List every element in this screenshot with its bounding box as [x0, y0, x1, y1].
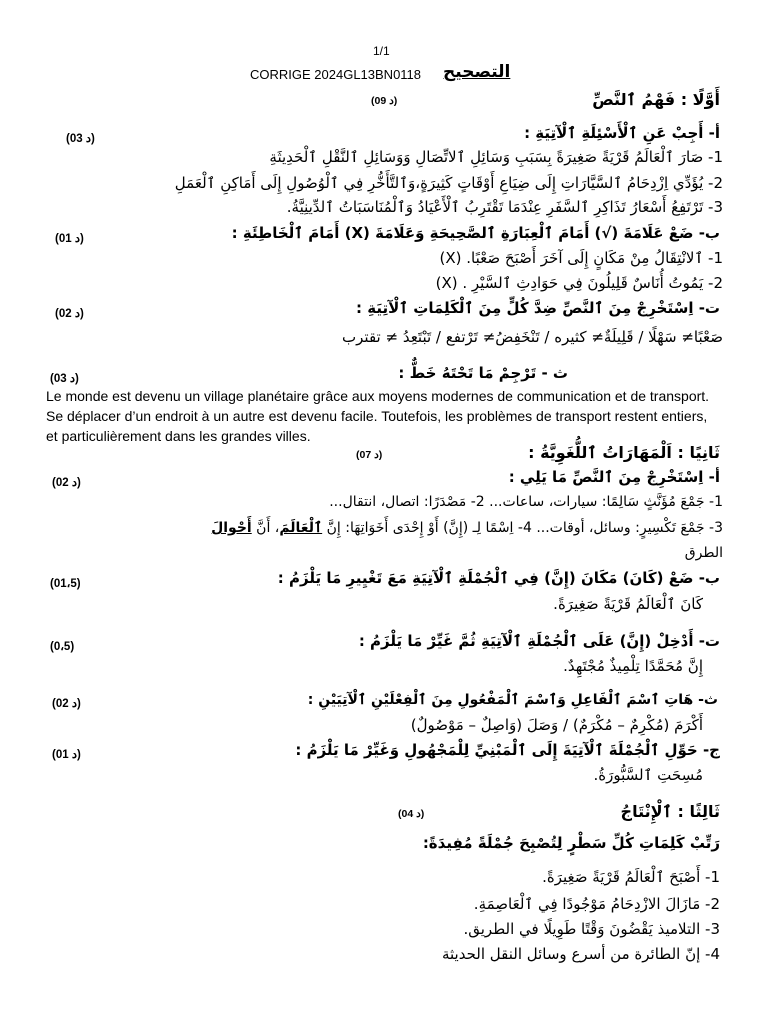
q2a-answer-4-word-1: ٱلْعَالَمَ	[279, 520, 323, 536]
q2a-answer-4-sep: ، أَنَّ	[256, 520, 280, 536]
q1a-title: أ- أَجِبْ عَنِ ٱلْأَسْئِلَةِ ٱلْآتِيَةِ :	[524, 124, 720, 142]
section-3-points: (04 د)	[398, 808, 425, 820]
q1a-answer-1: 1- صَارَ ٱلْعَالَمُ قَرْيَةً صَغِيرَةً بِسَبَبِ وَسَائِلِ ٱلاتِّصَالِ وَوَسَائِلِ ٱلنَّقْلِ ٱلْحَدِيثَةِ	[269, 148, 723, 166]
q1a-answer-3: 3- تَرْتَفِعُ أَسْعَارُ تَذَاكِرِ ٱلسَّفَرِ عِنْدَمَا تَقْتَرِبُ ٱلْأَعْيَادُ وَٱلْمُنَاسَبَاتُ ٱلدِّينِيَّةُ.	[286, 198, 723, 216]
correction-code: CORRIGE 2024GL13BN0118	[250, 67, 422, 82]
s3-answer-4: 4- إنّ الطائرة من أسرع وسائل النقل الحديثة	[441, 945, 720, 963]
q2a-answer-1-2: 1- جَمْعَ مُؤَنَّثٍ سَالِمًا: سيارات، ساعات... 2- مَصْدَرًا: اتصال، انتقال...	[329, 494, 723, 510]
q2a-points: (02 د)	[52, 477, 81, 489]
q2j-points: (01 د)	[52, 749, 81, 761]
q1th-translation: Le monde est devenu un village planétaire grâce aux moyens modernes de communication et de transport. Se déplacer d’un endroit à un autre est devenu facile. Toutefois, les problèmes de transport restent entiers, et particulièrement dans les grandes villes.	[46, 388, 710, 444]
s3-answer-3: 3- التلاميذ يَقْضُونَ وَقْتًا طَوِيلًا في الطريق.	[463, 920, 720, 938]
q1a-answer-2: 2- يُؤَدِّي اِزْدِحَامُ ٱلسَّيَّارَاتِ إِلَى ضِيَاعِ أَوْقَاتٍ كَثِيرَةٍ،وَٱلتَّأَخُّرِ فِي ٱلْوُصُولِ إِلَى أَمَاكِنِ ٱلْعَمَلِ	[174, 174, 723, 192]
s3-answer-1: 1- أَصْبَحَ ٱلْعَالَمُ قَرْيَةً صَغِيرَةً.	[542, 868, 720, 886]
q1b-points: (01 د)	[55, 233, 84, 245]
section-2-title: ثَانِيًا : اَلْمَهَارَاتُ ٱللُّغَوِيَّةُ :	[528, 443, 720, 462]
q1a-points: (03 د)	[66, 133, 95, 145]
section-1-points: (09 د)	[371, 95, 398, 107]
page-number: 1/1	[373, 44, 390, 58]
q2b-title: ب- ضَعْ (كَانَ) مَكَانَ (إِنَّ) فِي ٱلْجُمْلَةِ ٱلْآتِيَةِ مَعَ تَغْيِيرِ مَا يَلْزَمُ :	[277, 569, 720, 587]
q1t-points: (02 د)	[55, 308, 84, 320]
q1th-title: ث - تَرْجِمْ مَا تَحْتَهُ خَطٌّ :	[398, 364, 568, 382]
section-1-title: أَوَّلًا : فَهْمُ ٱلنَّصِّ	[592, 90, 720, 109]
q2a-answer-3-4-text: 3- جَمْعَ تَكْسِيرٍ: وسائل، أوقات... 4- اِسْمًا لِـ (إِنَّ) أَوْ إِحْدَى أَخَوَاتِهَا: إِنَّ	[326, 520, 723, 536]
q2b-answer: كَانَ ٱلْعَالَمُ قَرْيَةً صَغِيرَةً.	[553, 595, 703, 613]
q1b-answer-2: 2- يَمُوتُ أُنَاسٌ قَلِيلُونَ فِي حَوَادِثِ ٱلسَّيْرِ . (X)	[435, 274, 723, 292]
q2th-points: (02 د)	[52, 698, 81, 710]
q2t-title: ت- أَدْخِلْ (إِنَّ) عَلَى ٱلْجُمْلَةِ ٱلْآتِيَةِ ثُمَّ غَيِّرْ مَا يَلْزَمُ :	[358, 632, 720, 650]
q2t-points: (0،5)	[50, 641, 75, 653]
q2b-points: (01،5)	[50, 578, 81, 590]
section-2-points: (07 د)	[356, 449, 383, 461]
section-3-instruction: رَتِّبْ كَلِمَاتِ كُلِّ سَطْرٍ لِتُصْبِحَ جُمْلَةً مُفِيدَةً:	[422, 834, 720, 852]
q2a-title: أ- اِسْتَخْرِجْ مِنَ ٱلنَّصِّ مَا يَلِي :	[508, 468, 720, 486]
document-title: التصحيح	[443, 62, 511, 82]
q2a-answer-4-continued: الطرق	[684, 545, 723, 561]
q2t-answer: إِنَّ مُحَمَّدًا تِلْمِيذٌ مُجْتَهِدٌ.	[563, 657, 703, 675]
q2a-answer-3-4	[211, 520, 723, 536]
q2a-answer-4-word-2: أَحْوالَ	[211, 520, 252, 536]
q2j-title: ج- حَوِّلِ ٱلْجُمْلَةَ ٱلْآتِيَةَ إِلَى ٱلْمَبْنِيِّ لِلْمَجْهُولِ وَغَيِّرْ مَا يَلْزَمُ :	[295, 741, 720, 759]
q2j-answer: مُسِحَتِ ٱلسَّبُّورَةُ.	[593, 766, 703, 784]
q2th-title: ث- هَاتِ ٱسْمَ ٱلْفَاعِلِ وَٱسْمَ ٱلْمَفْعُولِ مِنَ ٱلْفِعْلَيْنِ ٱلْآتِيَيْنِ :	[307, 692, 718, 708]
q1t-title: ت- اِسْتَخْرِجْ مِنَ ٱلنَّصِّ ضِدَّ كُلٍّ مِنَ ٱلْكَلِمَاتِ ٱلْآتِيَةِ :	[356, 299, 720, 317]
q1th-points: (03 د)	[50, 373, 79, 385]
q1b-answer-1: 1- ٱلانْتِقَالُ مِنْ مَكَانٍ إِلَى آخَرَ أَصْبَحَ صَعْبًا. (X)	[439, 249, 723, 267]
section-3-title: ثَالِثًا : ٱلْإِنْتَاجُ	[620, 802, 720, 821]
q2th-answer: أَكْرَمَ (مُكْرِمٌ – مُكْرَمٌ) / وَصَلَ (وَاصِلٌ – مَوْصُولٌ)	[410, 716, 703, 734]
q1t-antonyms: صَعْبًا≠ سَهْلًا / قَلِيلَةٌ≠ كثيره / تَنْخَفِضُ≠ تَرْتفع / تَبْتَعِدُ ≠ تقترب	[342, 328, 723, 346]
q1b-title: ب- ضَعْ عَلَامَةَ (√) أَمَامَ ٱلْعِبَارَةِ ٱلصَّحِيحَةِ وَعَلَامَةَ (X) أَمَامَ ٱلْخَاطِئَةِ :	[231, 224, 720, 242]
s3-answer-2: 2- مَازَالَ الازْدِحَامُ مَوْجُودًا فِي ٱلْعَاصِمَةِ.	[473, 895, 720, 913]
